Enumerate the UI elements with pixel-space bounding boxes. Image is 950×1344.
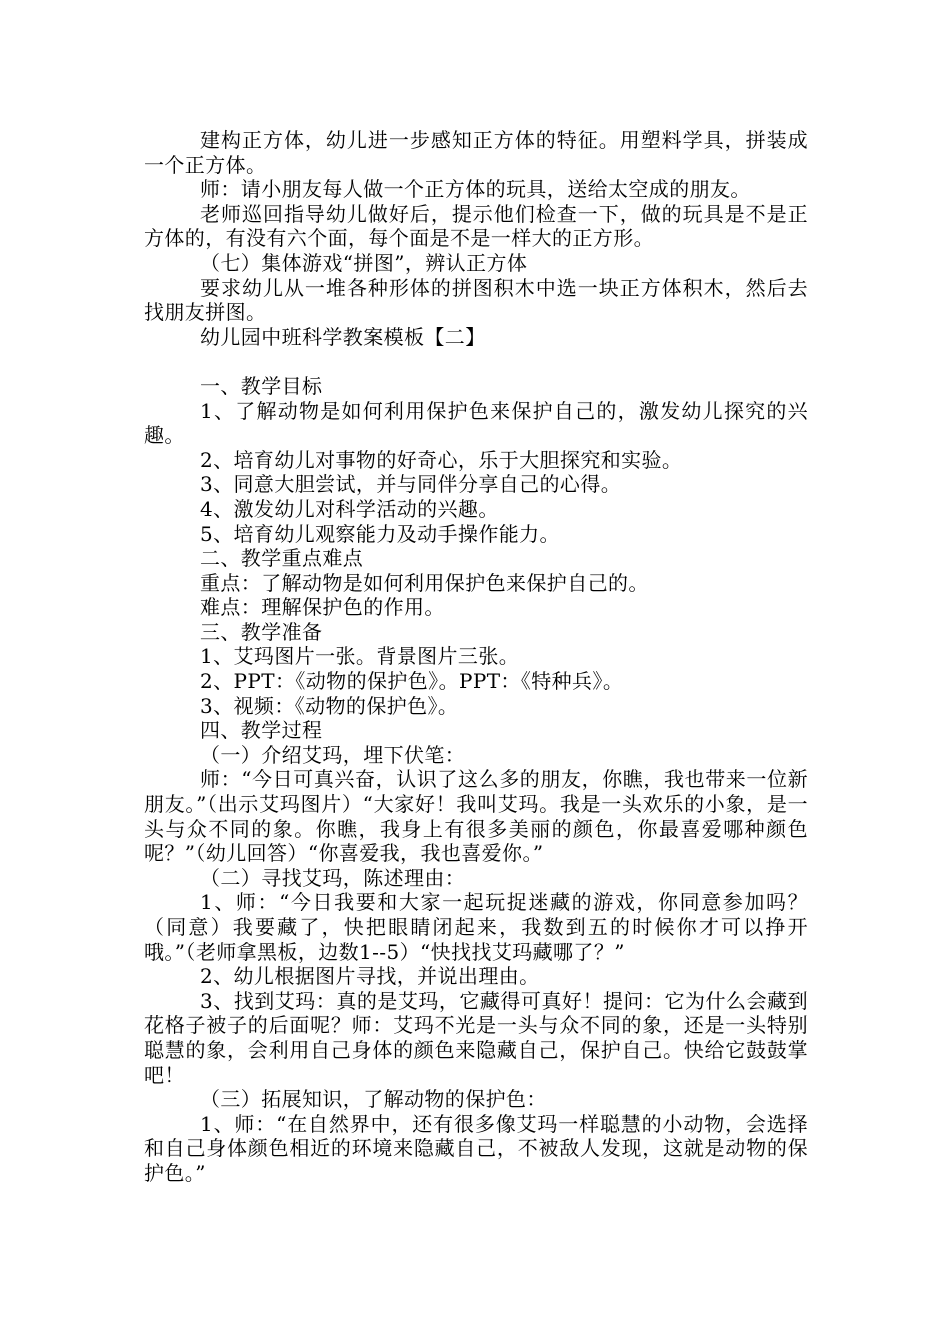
section-heading: 四、教学过程 bbox=[200, 718, 323, 743]
paragraph: 老师巡回指导幼儿做好后，提示他们检查一下，做的玩具是不是正方体的，有没有六个面，每个面是不是一样大的正方形。 bbox=[144, 201, 808, 251]
list-item: 1、了解动物是如何利用保护色来保护自己的，激发幼儿探究的兴趣。 bbox=[144, 398, 808, 448]
paragraph: 师：请小朋友每人做一个正方体的玩具，送给太空成的朋友。 bbox=[200, 177, 751, 202]
list-item: 2、培育幼儿对事物的好奇心，乐于大胆探究和实验。 bbox=[200, 447, 683, 472]
paragraph: 2、幼儿根据图片寻找，并说出理由。 bbox=[200, 964, 540, 989]
paragraph: 重点：了解动物是如何利用保护色来保护自己的。 bbox=[200, 570, 649, 595]
list-item: 3、同意大胆尝试，并与同伴分享自己的心得。 bbox=[200, 472, 622, 497]
list-item: 2、PPT：《动物的保护色》。PPT：《特种兵》。 bbox=[200, 669, 624, 694]
section-heading: （七）集体游戏“拼图”，辨认正方体 bbox=[200, 250, 528, 275]
sub-heading: （一）介绍艾玛，埋下伏笔： bbox=[200, 742, 466, 767]
section-heading: 一、教学目标 bbox=[200, 373, 323, 398]
document-page bbox=[144, 128, 808, 1186]
paragraph: 要求幼儿从一堆各种形体的拼图积木中选一块正方体积木，然后去找朋友拼图。 bbox=[144, 275, 808, 325]
list-item: 5、培育幼儿观察能力及动手操作能力。 bbox=[200, 521, 560, 546]
paragraph: 3、找到艾玛：真的是艾玛，它藏得可真好！提问：它为什么会藏到花格子被子的后面呢？师：艾玛不光是一头与众不同的象，还是一头特别聪慧的象，会利用自己身体的颜色来隐藏自己，保护自己。快给它鼓鼓掌吧！ bbox=[144, 988, 808, 1087]
sub-heading: （二）寻找艾玛，陈述理由： bbox=[200, 865, 466, 890]
list-item: 4、激发幼儿对科学活动的兴趣。 bbox=[200, 496, 499, 521]
sub-heading: （三）拓展知识，了解动物的保护色： bbox=[200, 1087, 547, 1112]
paragraph: 1、师：“今日我要和大家一起玩捉迷藏的游戏，你同意参加吗？（同意）我要藏了，快把眼睛闭起来，我数到五的时候你才可以挣开哦。”（老师拿黑板，边数1--5）“快找找艾玛藏哪了？” bbox=[144, 890, 808, 964]
list-item: 1、艾玛图片一张。背景图片三张。 bbox=[200, 644, 520, 669]
list-item: 3、视频：《动物的保护色》。 bbox=[200, 693, 459, 718]
paragraph: 建构正方体，幼儿进一步感知正方体的特征。用塑料学具，拼装成一个正方体。 bbox=[144, 128, 808, 177]
paragraph: 1、师：“在自然界中，还有很多像艾玛一样聪慧的小动物，会选择和自己身体颜色相近的环境来隐藏自己，不被敌人发现，这就是动物的保护色。” bbox=[144, 1111, 808, 1185]
section-heading: 三、教学准备 bbox=[200, 619, 323, 644]
section-heading: 二、教学重点难点 bbox=[200, 546, 364, 571]
paragraph: 师：“今日可真兴奋，认识了这么多的朋友，你瞧，我也带来一位新朋友。”（出示艾玛图片）“大家好！我叫艾玛。我是一头欢乐的小象，是一头与众不同的象。你瞧，我身上有很多美丽的颜色，你最喜爱哪种颜色呢？”（幼儿回答）“你喜爱我，我也喜爱你。” bbox=[144, 767, 808, 866]
paragraph: 难点：理解保护色的作用。 bbox=[200, 595, 445, 620]
document-subtitle: 幼儿园中班科学教案模板【二】 bbox=[200, 324, 486, 349]
